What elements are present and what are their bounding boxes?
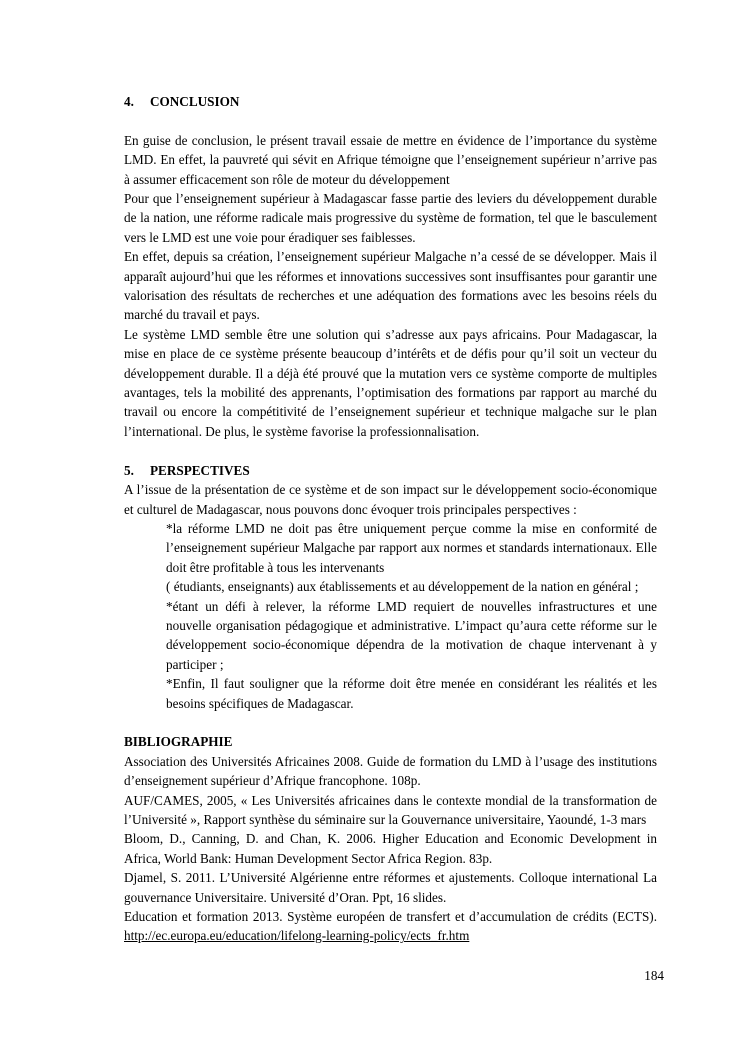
section-heading-bibliography: BIBLIOGRAPHIE [124,734,233,750]
section-number-perspectives: 5. [124,462,134,478]
perspective-item: *étant un défi à relever, la réforme LMD requiert de nouvelles infrastructures et une nouvelle organisation pédagogique et administrative. L’impact qu’aura cette réforme sur le développement socio-économique dépendra de la motivation de chaque intervenant à y participer ; [166,598,657,672]
bibliography-entry: Bloom, D., Canning, D. and Chan, K. 2006. Higher Education and Economic Development in Africa, World Bank: Human Development Sector Africa Region. 83p. [124,831,657,866]
bibliography-entry: AUF/CAMES, 2005, « Les Universités africaines dans le contexte mondial de la transformation de l’Université », Rapport synthèse du séminaire sur la Gouvernance universitaire, Yaoundé, 1-3 mars [124,792,657,827]
ects-url-link[interactable]: http://ec.europa.eu/education/lifelong-learning-policy/ects_fr.htm [124,928,470,944]
conclusion-paragraph: En guise de conclusion, le présent travail essaie de mettre en évidence de l’importance du système LMD. En effet, la pauvreté qui sévit en Afrique témoigne que l’enseignement supérieur n’arrive pas à assumer efficacement son rôle de moteur du développement [124,132,657,187]
page-content [124,92,657,946]
section-heading-conclusion [124,92,657,111]
vertical-spacer [124,713,657,732]
page-number: 184 [644,968,664,983]
bibliography-entry: Djamel, S. 2011. L’Université Algérienne entre réformes et ajustements. Colloque international La gouvernance Universitaire. Université d’Oran. Ppt, 16 slides. [124,870,657,905]
section-title-conclusion: CONCLUSION [150,94,240,109]
section-heading-perspectives [124,461,657,480]
section-title-perspectives: PERSPECTIVES [150,462,250,478]
bibliography-entry-ects [124,907,657,946]
bibliography-entry: Association des Universités Africaines 2008. Guide de formation du LMD à l’usage des institutions d’enseignement supérieur d’Afrique francophone. 108p. [124,753,657,789]
perspective-item: *Enfin, Il faut souligner que la réforme doit être menée en considérant les réalités et les besoins spécifiques de Madagascar. [166,676,657,711]
bibliography-entry-text: Education et formation 2013. Système européen de transfert et d’accumulation de crédits (ECTS). [124,909,657,925]
section-number-conclusion: 4. [124,94,134,109]
conclusion-paragraph: Pour que l’enseignement supérieur à Madagascar fasse partie des leviers du développement durable de la nation, une réforme radicale mais progressive du système de formation, tel que le basculement vers le LMD est une voie pour éradiquer ses faiblesses. [124,191,657,245]
conclusion-paragraph: En effet, depuis sa création, l’enseignement supérieur Malgache n’a cessé de se développer. Mais il apparaît aujourd’hui que les réformes et innovations successives sont insuffisantes pour garantir une valorisation des résultats de recherches et une adéquation des formations avec les besoins réels du marché du travail et pays. [124,249,657,323]
perspective-item: ( étudiants, enseignants) aux établissements et au développement de la nation en général ; [166,579,639,595]
vertical-spacer [124,111,657,130]
conclusion-paragraph: Le système LMD semble être une solution qui s’adresse aux pays africains. Pour Madagascar, la mise en place de ce système présente beaucoup d’intérêts et de défis pour qu’il soit un vecteur du développement durable. Il a déjà été prouvé que la mutation vers ce système comporte de multiples avantages, tels la mobilité des apprenants, l’optimisation des formations par rapport au marché du travail ou encore la compétitivité de l’enseignement supérieur et technique malgache sur le plan l’international. De plus, le système favorise la professionnalisation. [124,326,657,439]
vertical-spacer [124,441,657,460]
perspective-item: *la réforme LMD ne doit pas être uniquement perçue comme la mise en conformité de l’enseignement supérieur Malgache par rapport aux normes et standards internationaux. Elle doit être profitable à tous les intervenants [166,520,657,575]
perspectives-intro: A l’issue de la présentation de ce système et de son impact sur le développement socio-économique et culturel de Madagascar, nous pouvons donc évoquer trois principales perspectives : [124,482,657,517]
